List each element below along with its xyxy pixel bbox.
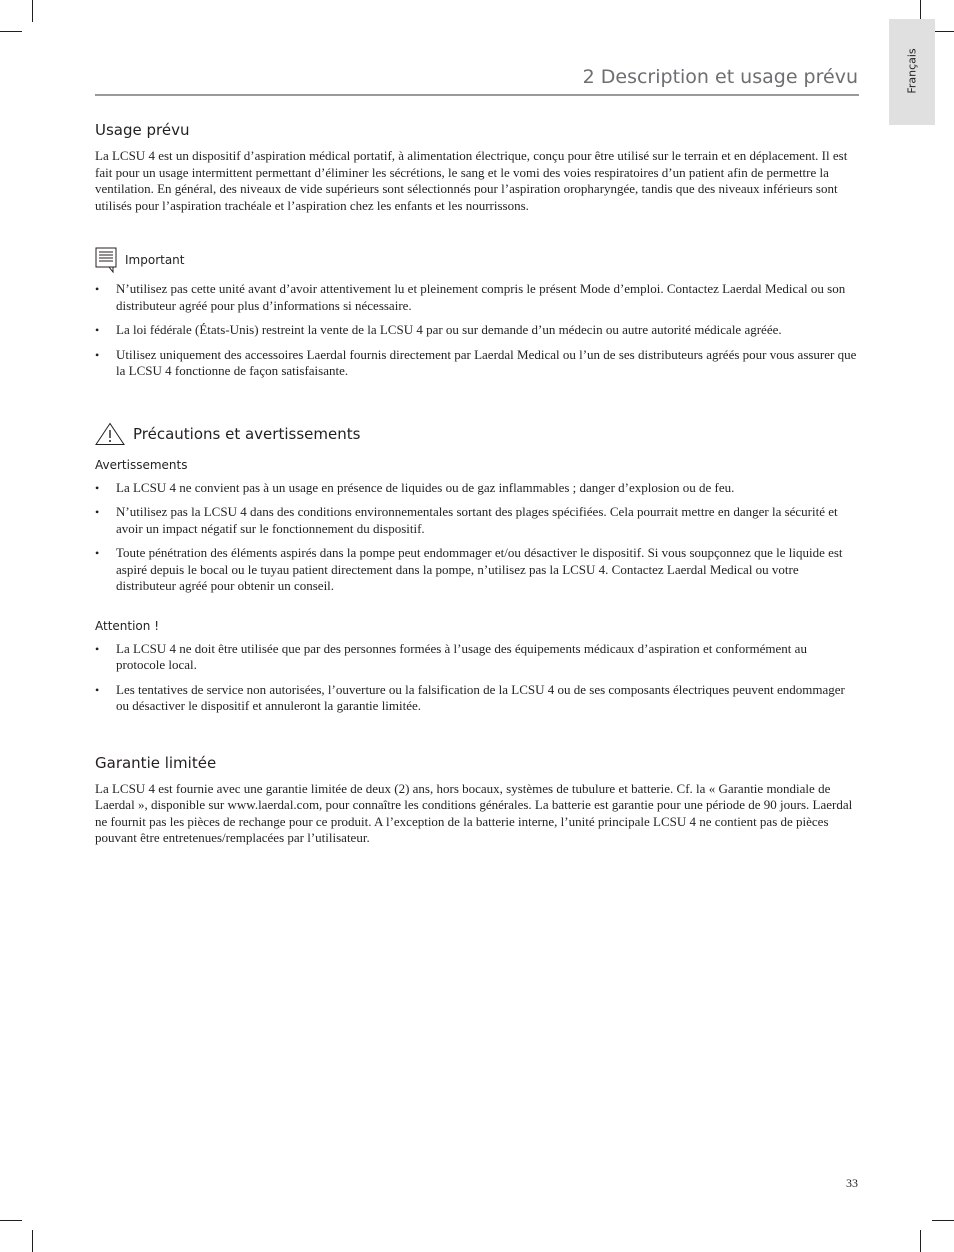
warranty-heading: Garantie limitée bbox=[95, 753, 217, 772]
page-number: 33 bbox=[846, 1176, 858, 1190]
crop-mark bbox=[32, 0, 33, 22]
page-content bbox=[95, 121, 859, 847]
list-item: • Les tentatives de service non autorisées, l’ouverture ou la falsification de la LCSU 4 ou de ses composants électriques peuvent endommager ou désactiver le dispositif et annuleront la garantie limitée. bbox=[95, 682, 859, 715]
attention-list bbox=[95, 641, 859, 715]
usage-heading: Usage prévu bbox=[95, 121, 190, 139]
list-item: • La LCSU 4 ne convient pas à un usage en présence de liquides ou de gaz inflammables ; danger d’explosion ou de feu. bbox=[95, 480, 859, 497]
important-label: Important bbox=[125, 253, 185, 267]
language-tab bbox=[889, 19, 935, 125]
header-divider bbox=[95, 94, 859, 96]
crop-mark bbox=[920, 1230, 921, 1252]
language-tab-label: Français bbox=[905, 48, 919, 94]
precautions-header bbox=[95, 422, 859, 446]
list-item: • N’utilisez pas la LCSU 4 dans des conditions environnementales sortant des plages spécifiées. Cela pourrait mettre en danger la sécurité et avoir un impact négatif sur le fonctionnement du dispositif. bbox=[95, 504, 859, 537]
precautions-heading: Précautions et avertissements bbox=[133, 424, 361, 443]
note-icon bbox=[95, 247, 117, 273]
warning-triangle-icon bbox=[95, 422, 125, 446]
crop-mark bbox=[0, 31, 22, 32]
important-header bbox=[95, 247, 859, 273]
warnings-subheading: Avertissements bbox=[95, 457, 188, 472]
list-item: • N’utilisez pas cette unité avant d’avoir attentivement lu et pleinement compris le présent Mode d’emploi. Contactez Laerdal Medical ou son distributeur agréé pour plus d’informations si nécessaire. bbox=[95, 281, 859, 314]
usage-paragraph: La LCSU 4 est un dispositif d’aspiration médical portatif, à alimentation électrique, conçu pour être utilisé sur le terrain et en déplacement. Il est fait pour un usage intermittent permettant d’éliminer les sécrétions, le sang et le vomi des voies respiratoires d’un patient afin de permettre la ventilation. En général, des niveaux de vide supérieurs sont sélectionnés pour l’aspiration oropharyngée, tandis que des niveaux inférieurs sont utilisés pour l’aspiration trachéale et l’aspiration chez les enfants et les nourrissons. bbox=[95, 148, 848, 213]
list-item: • Toute pénétration des éléments aspirés dans la pompe peut endommager et/ou désactiver le dispositif. Si vous soupçonnez que le liquide est aspiré depuis le bocal ou le tuyau patient directement dans la pompe, n’utilisez pas la LCSU 4. Contactez Laerdal Medical ou votre distributeur agréé pour obtenir un conseil. bbox=[95, 545, 859, 595]
crop-mark bbox=[0, 1220, 22, 1221]
crop-mark bbox=[932, 1220, 954, 1221]
important-list bbox=[95, 281, 859, 380]
crop-mark bbox=[32, 1230, 33, 1252]
warranty-paragraph: La LCSU 4 est fournie avec une garantie limitée de deux (2) ans, hors bocaux, systèmes de tubulure et batterie. Cf. la « Garantie mondiale de Laerdal », disponible sur www.laerdal.com, pour connaître les conditions générales. La batterie est garantie pour une période de 90 jours. Laerdal ne fournit pas les pièces de rechange pour ce produit. A l’exception de la batterie interne, l’unité principale LCSU 4 ne contient pas de pièces pouvant être entretenues/remplacées par l’utilisateur. bbox=[95, 780, 853, 845]
chapter-title: 2 Description et usage prévu bbox=[582, 66, 858, 88]
crop-mark bbox=[932, 31, 954, 32]
attention-subheading: Attention ! bbox=[95, 618, 160, 633]
list-item: • Utilisez uniquement des accessoires Laerdal fournis directement par Laerdal Medical ou l’un de ses distributeurs agréés pour vous assurer que la LCSU 4 fonctionne de façon satisfaisante. bbox=[95, 347, 859, 380]
warnings-list bbox=[95, 480, 859, 595]
list-item: • La loi fédérale (États-Unis) restreint la vente de la LCSU 4 par ou sur demande d’un médecin ou autre autorité médicale agréée. bbox=[95, 322, 859, 339]
list-item: • La LCSU 4 ne doit être utilisée que par des personnes formées à l’usage des équipements médicaux d’aspiration et conformément au protocole local. bbox=[95, 641, 859, 674]
